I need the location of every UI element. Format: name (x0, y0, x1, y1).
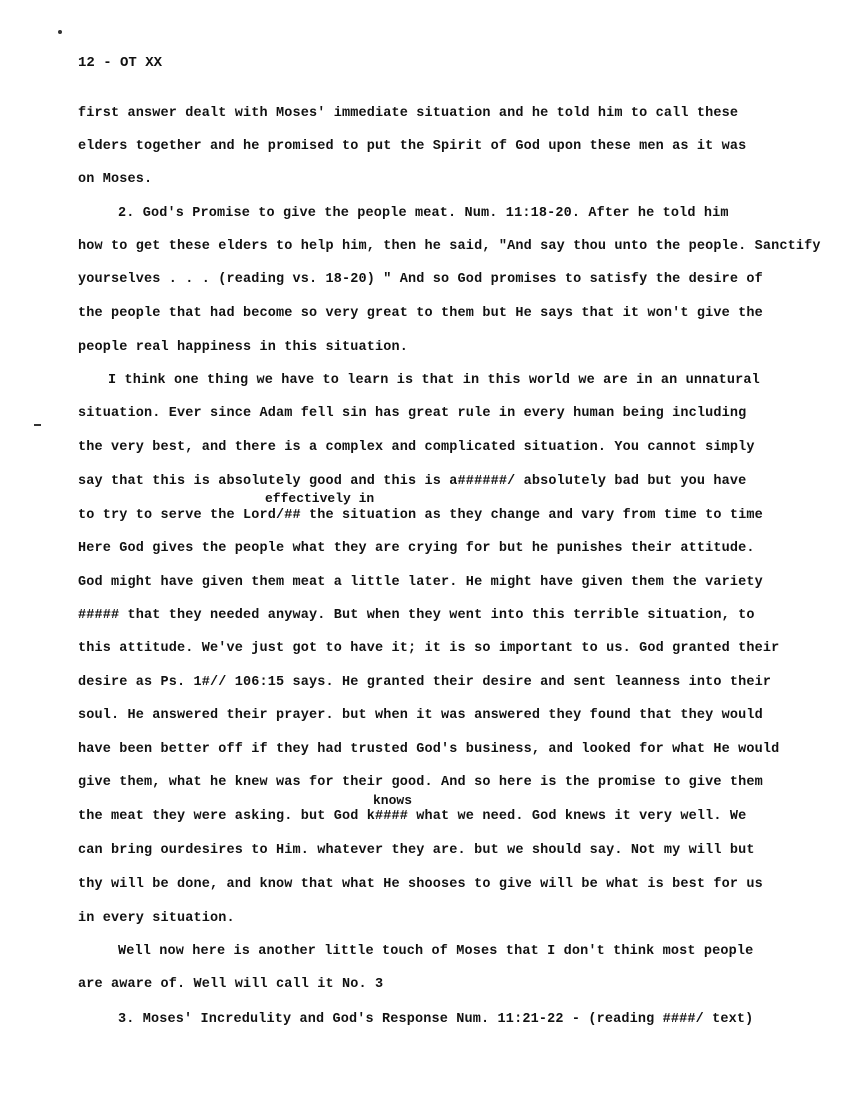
text-line: Here God gives the people what they are crying for but he punishes their attitude. (78, 541, 755, 556)
text-line: to try to serve the Lord/## the situation as they change and vary from time to time (78, 508, 763, 523)
text-line: this attitude. We've just got to have it; it is so important to us. God granted their (78, 641, 780, 656)
text-line: thy will be done, and know that what He shooses to give will be what is best for us (78, 877, 763, 892)
text-line: say that this is absolutely good and this is a######/ absolutely bad but you have (78, 474, 747, 489)
page-header: 12 - OT XX (78, 55, 163, 71)
text-line: yourselves . . . (reading vs. 18-20) " And so God promises to satisfy the desire of (78, 272, 763, 287)
text-line: are aware of. Well will call it No. 3 (78, 977, 384, 992)
text-line: God might have given them meat a little later. He might have given them the variety (78, 575, 763, 590)
text-line: give them, what he knew was for their good. And so here is the promise to give them (78, 775, 763, 790)
text-line: Well now here is another little touch of Moses that I don't think most people (118, 944, 754, 959)
text-line: the very best, and there is a complex and complicated situation. You cannot simply (78, 440, 755, 455)
text-line: people real happiness in this situation. (78, 340, 409, 355)
stray-mark (58, 30, 62, 34)
text-line: how to get these elders to help him, then he said, "And say thou unto the people. Sanctify (78, 239, 821, 254)
text-line: have been better off if they had trusted God's business, and looked for what He would (78, 742, 780, 757)
text-line: first answer dealt with Moses' immediate situation and he told him to call these (78, 106, 739, 121)
text-line: in every situation. (78, 911, 235, 926)
text-line: the people that had become so very great to them but He says that it won't give the (78, 306, 763, 321)
text-line: on Moses. (78, 172, 153, 187)
text-line: 2. God's Promise to give the people meat. Num. 11:18-20. After he told him (118, 206, 729, 221)
text-line: desire as Ps. 1#// 106:15 says. He granted their desire and sent leanness into their (78, 675, 772, 690)
text-line: can bring ourdesires to Him. whatever they are. but we should say. Not my will but (78, 843, 755, 858)
handwritten-insert: effectively in (265, 491, 375, 506)
text-line: situation. Ever since Adam fell sin has great rule in every human being including (78, 406, 747, 421)
margin-mark (34, 424, 41, 426)
text-line: I think one thing we have to learn is that in this world we are in an unnatural (108, 373, 760, 388)
handwritten-insert: knows (373, 793, 413, 808)
text-line: ##### that they needed anyway. But when they went into this terrible situation, to (78, 608, 755, 623)
text-line: 3. Moses' Incredulity and God's Response Num. 11:21-22 - (reading ####/ text) (118, 1012, 754, 1027)
text-line: soul. He answered their prayer. but when it was answered they found that they would (78, 708, 763, 723)
text-line: the meat they were asking. but God k#### what we need. God knews it very well. We (78, 809, 747, 824)
text-line: elders together and he promised to put the Spirit of God upon these men as it was (78, 139, 747, 154)
